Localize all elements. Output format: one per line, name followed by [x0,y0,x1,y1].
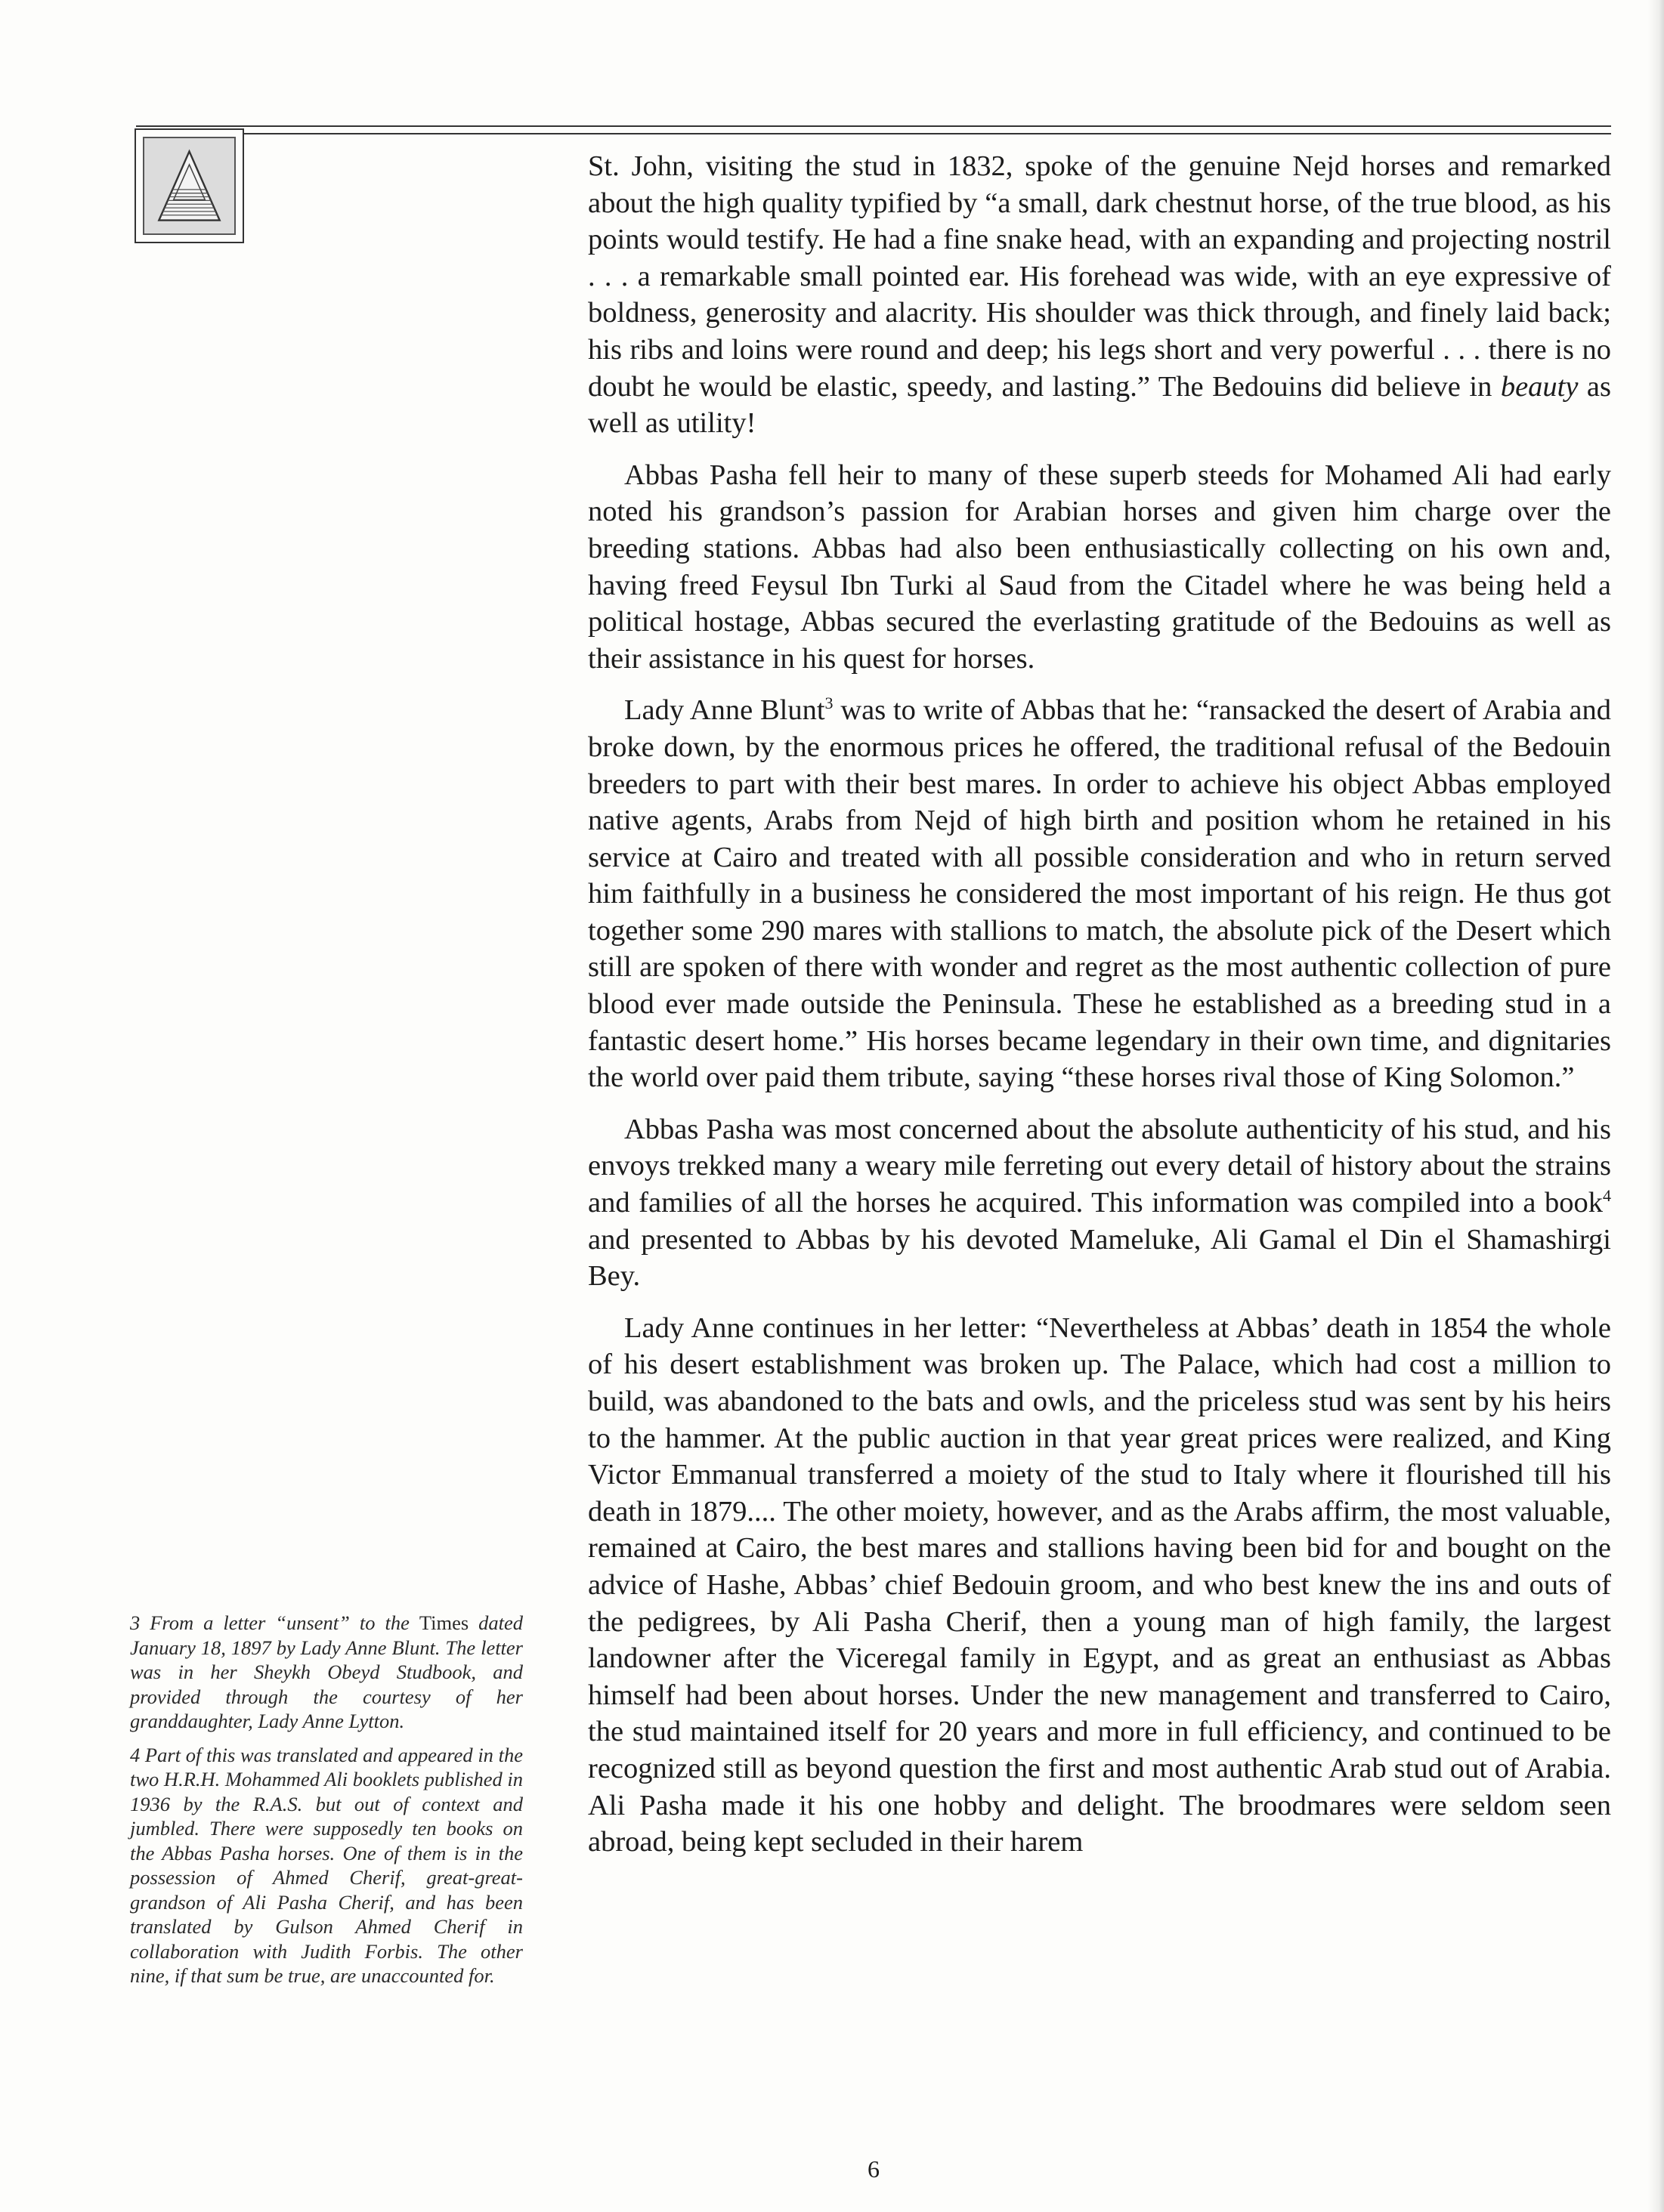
footnote-3: 3 From a letter “unsent” to the Times dated January 18, 1897 by Lady Anne Blunt. The letter was in her Sheykh Obeyd Studbook, and provided through the courtesy of her granddaughter, Lady Anne Lytton. [130,1611,524,1732]
paragraph-letter-continues: Lady Anne continues in her letter: “Nevertheless at Abbas’ death in 1854 the whole of his desert establishment was broken up. The Palace, which had cost a million to build, was abandoned to the bats and owls, and the priceless stud was sent by his heirs to the hammer. At the public auction in that year great prices were realized, and King Victor Emmanual transferred a moiety of the stud to Italy where it flourished till his death in 1879.... The other moiety, however, and as the Arabs affirm, the most valuable, remained at Cairo, the best mares and stallions having been bid for and bought on the advice of Hashe, Abbas’ chief Bedouin groom, and who best knew the ins and outs of the pedigrees, by Ali Pasha Cherif, then a young man of high family, the largest landowner after the Viceregal family in Egypt, and as great an enthusiast as Abbas himself had been about horses. Under the new management and transferred to Cairo, the stud maintained itself for 20 years and more in full efficiency, and continued to be recognized still as beyond question the first and most authentic Arab stud out of Arabia. Ali Pasha made it his one hobby and delight. The broodmares were seldom seen abroad, being kept secluded in their harem [588,1311,1611,1858]
footnote-ref-4[interactable]: 4 [1603,1186,1611,1206]
page-edge-shadow [1647,0,1664,2212]
triangle-emblem-icon [143,137,236,235]
paragraph-abbas-heir: Abbas Pasha fell heir to many of these superb steeds for Mohamed Ali had early noted his grandson’s passion for Arabian horses and given him charge over the breeding stations. Abbas had also been enthusiastically collecting on his own and, having freed Feysul Ibn Turki al Saud from the Citadel where he was being held a political hostage, Abbas secured the everlasting gratitude of the Bedouins as well as their assistance in his quest for horses. [588,459,1611,675]
header-double-rule [136,125,1611,134]
footnote-4: 4 Part of this was translated and appeared in the two H.R.H. Mohammed Ali booklets published in 1936 by the R.A.S. but out of context and jumbled. There were supposedly ten books on the Abbas Pasha horses. One of them is in the possession of Ahmed Cherif, great-great-grandson of Ali Pasha Cherif, and has been translated by Gulson Ahmed Cherif in collaboration with Judith Forbis. The other nine, if that sum be true, are unaccounted for. [130,1743,523,1987]
sidenote-column [130,1611,523,1997]
paragraph-st-john: St. John, visiting the stud in 1832, spoke of the genuine Nejd horses and remarked about the high quality typified by “a small, dark chestnut horse, of the true blood, as his points would testify. He had a fine snake head, with an expanding and projecting nostril . . . a remarkable small pointed ear. His forehead was wide, with an eye expressive of boldness, generosity and alacrity. His shoulder was thick through, and finely laid back; his ribs and loins were round and deep; his legs short and very powerful . . . there is no doubt he would be elastic, speedy, and lasting.” The Bedouins did believe in beauty as well as utility! [588,150,1611,440]
footnote-ref-3[interactable]: 3 [824,694,834,713]
emphasis-beauty: beauty [1500,370,1579,403]
paragraph-authenticity: Abbas Pasha was most concerned about the absolute authenticity of his stud, and his envoys trekked many a weary mile ferreting out every detail of history about the strains and families of all the horses he acquired. This information was compiled into a book$^4$ and presented to Abbas by his devoted Mameluke, Ali Gamal el Din el Shamashirgi Bey. [588,1113,1611,1293]
footnote-3-times: Times [419,1611,469,1634]
paragraph-lady-anne-blunt: Lady Anne Blunt$^3$ was to write of Abbas that he: “ransacked the desert of Arabia and broke down, by the enormous prices he offered, the traditional refusal of the Bedouin breeders to part with their best mares. In order to achieve his object Abbas employed native agents, Arabs from Nejd of high birth and position whom he retained in his service at Cairo and treated with all possible consideration and who in return served him faithfully in a business he considered the most important of his reign. He thus got together some 290 mares with stallions to match, the absolute pick of the Desert which still are spoken of there with wonder and regret as the most authentic collection of pure blood ever made outside the Peninsula. These he established as a breeding stud in a fantastic desert home.” His horses became legendary in their own time, and dignitaries the world over paid them tribute, saying “these horses rival those of King Solomon.” [588,694,1612,1094]
main-text-column [588,148,1611,1876]
publisher-emblem [135,128,244,243]
page-number: 6 [868,2155,880,2183]
